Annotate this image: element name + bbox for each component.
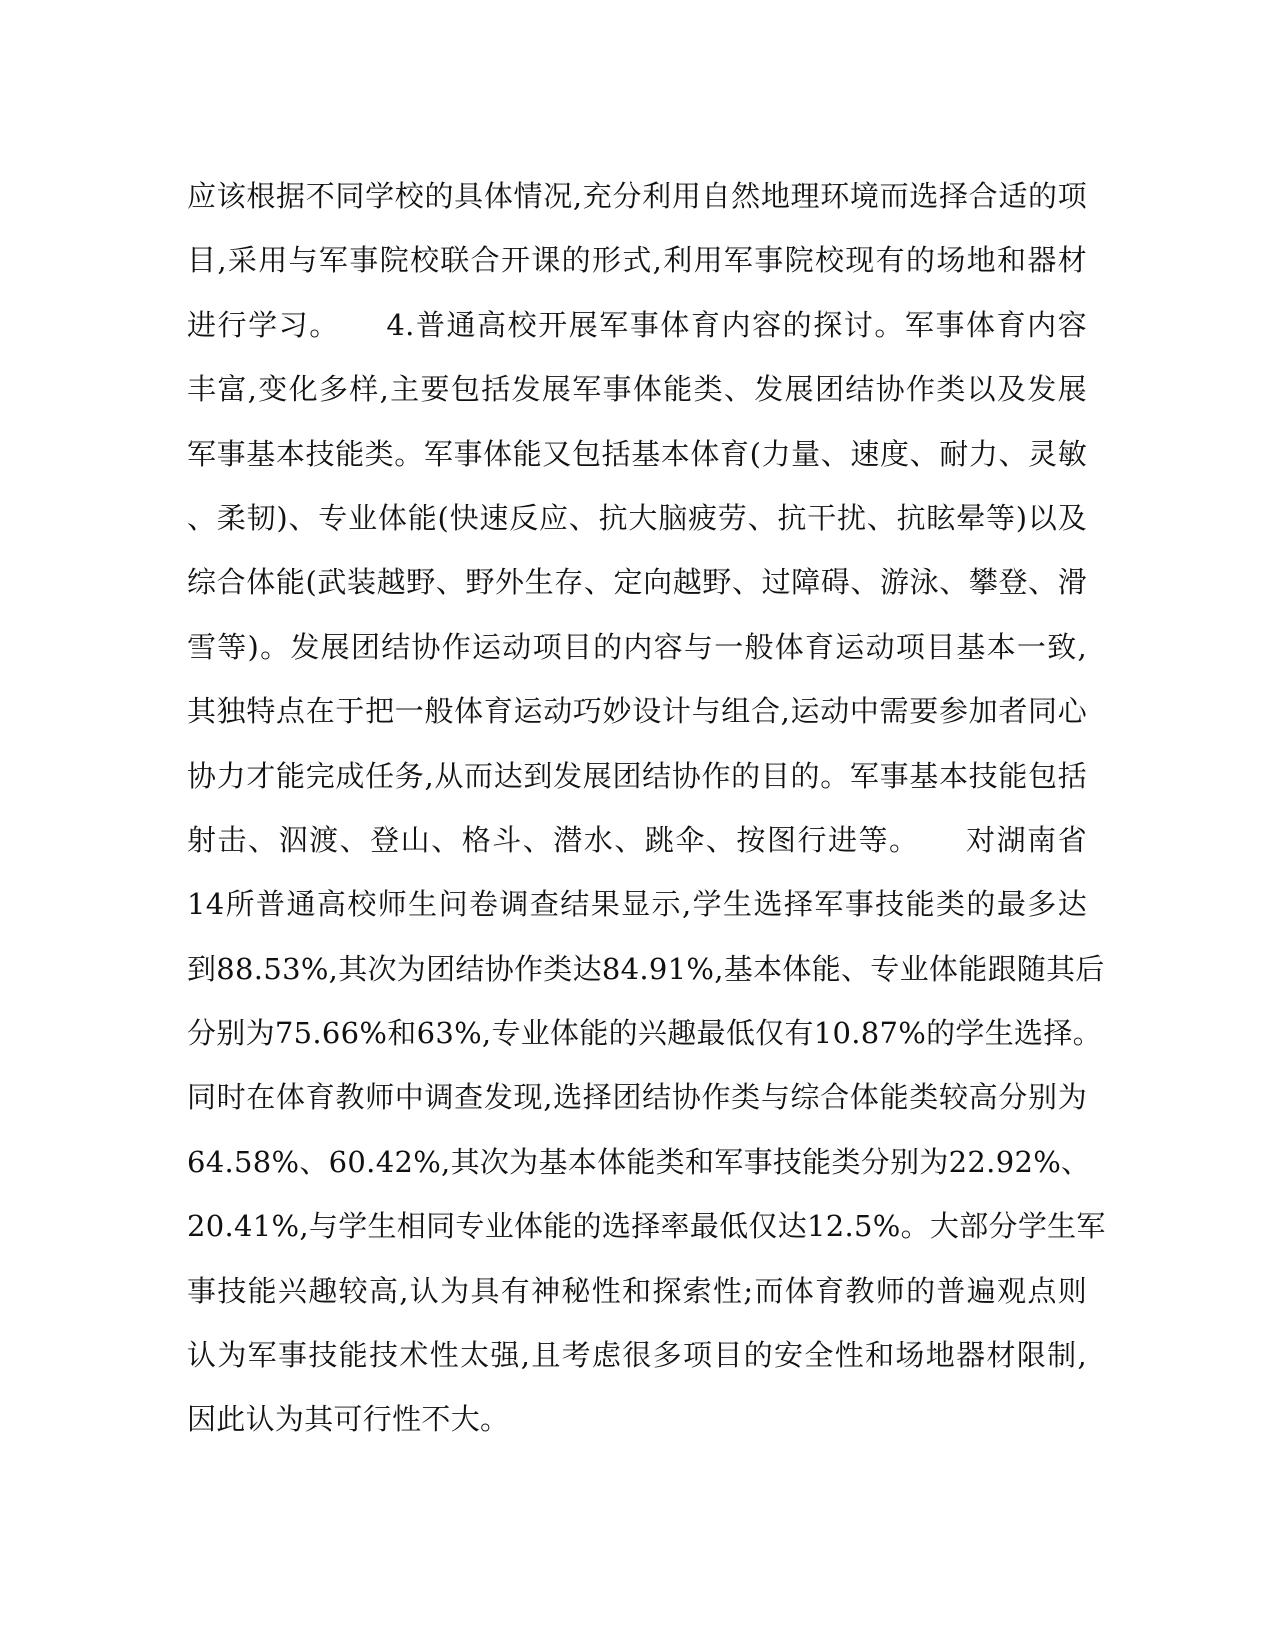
text-line: 因此认为其可行性不大。 [187, 1402, 510, 1437]
text-line: 同时在体育教师中调查发现,选择团结协作类与综合体能类较高分别为 [187, 1080, 1087, 1115]
text-line: 军事基本技能类。军事体能又包括基本体育(力量、速度、耐力、灵敏 [187, 436, 1087, 471]
text-line: 射击、泅渡、登山、格斗、潜水、跳伞、按图行进等。 对湖南省 [187, 822, 1087, 857]
body-text [187, 164, 1106, 1452]
text-line: 14所普通高校师生问卷调查结果显示,学生选择军事技能类的最多达 [187, 887, 1087, 922]
text-line: 、柔韧)、专业体能(快速反应、抗大脑疲劳、抗干扰、抗眩晕等)以及 [187, 500, 1087, 535]
text-line: 到88.53%,其次为团结协作类达84.91%,基本体能、专业体能跟随其后 [187, 951, 1105, 986]
text-line: 认为军事技能技术性太强,且考虑很多项目的安全性和场地器材限制, [187, 1338, 1087, 1373]
text-line: 雪等)。发展团结协作运动项目的内容与一般体育运动项目基本一致, [187, 629, 1087, 664]
text-line: 丰富,变化多样,主要包括发展军事体能类、发展团结协作类以及发展 [187, 372, 1087, 407]
text-line: 事技能兴趣较高,认为具有神秘性和探索性;而体育教师的普遍观点则 [187, 1273, 1087, 1308]
text-line: 应该根据不同学校的具体情况,充分利用自然地理环境而选择合适的项 [187, 179, 1087, 213]
text-line: 其独特点在于把一般体育运动巧妙设计与组合,运动中需要参加者同心 [187, 694, 1087, 729]
text-line: 64.58%、60.42%,其次为基本体能类和军事技能类分别为22.92%、 [187, 1144, 1091, 1179]
text-line: 协力才能完成任务,从而达到发展团结协作的目的。军事基本技能包括 [187, 758, 1087, 793]
text-line: 综合体能(武装越野、野外生存、定向越野、过障碍、游泳、攀登、滑 [187, 565, 1087, 600]
text-line: 进行学习。 4.普通高校开展军事体育内容的探讨。军事体育内容 [187, 307, 1087, 342]
text-line: 目,采用与军事院校联合开课的形式,利用军事院校现有的场地和器材 [187, 243, 1087, 278]
text-line: 分别为75.66%和63%,专业体能的兴趣最低仅有10.87%的学生选择。 [187, 1016, 1102, 1051]
text-line: 20.41%,与学生相同专业体能的选择率最低仅达12.5%。大部分学生军 [187, 1209, 1106, 1244]
